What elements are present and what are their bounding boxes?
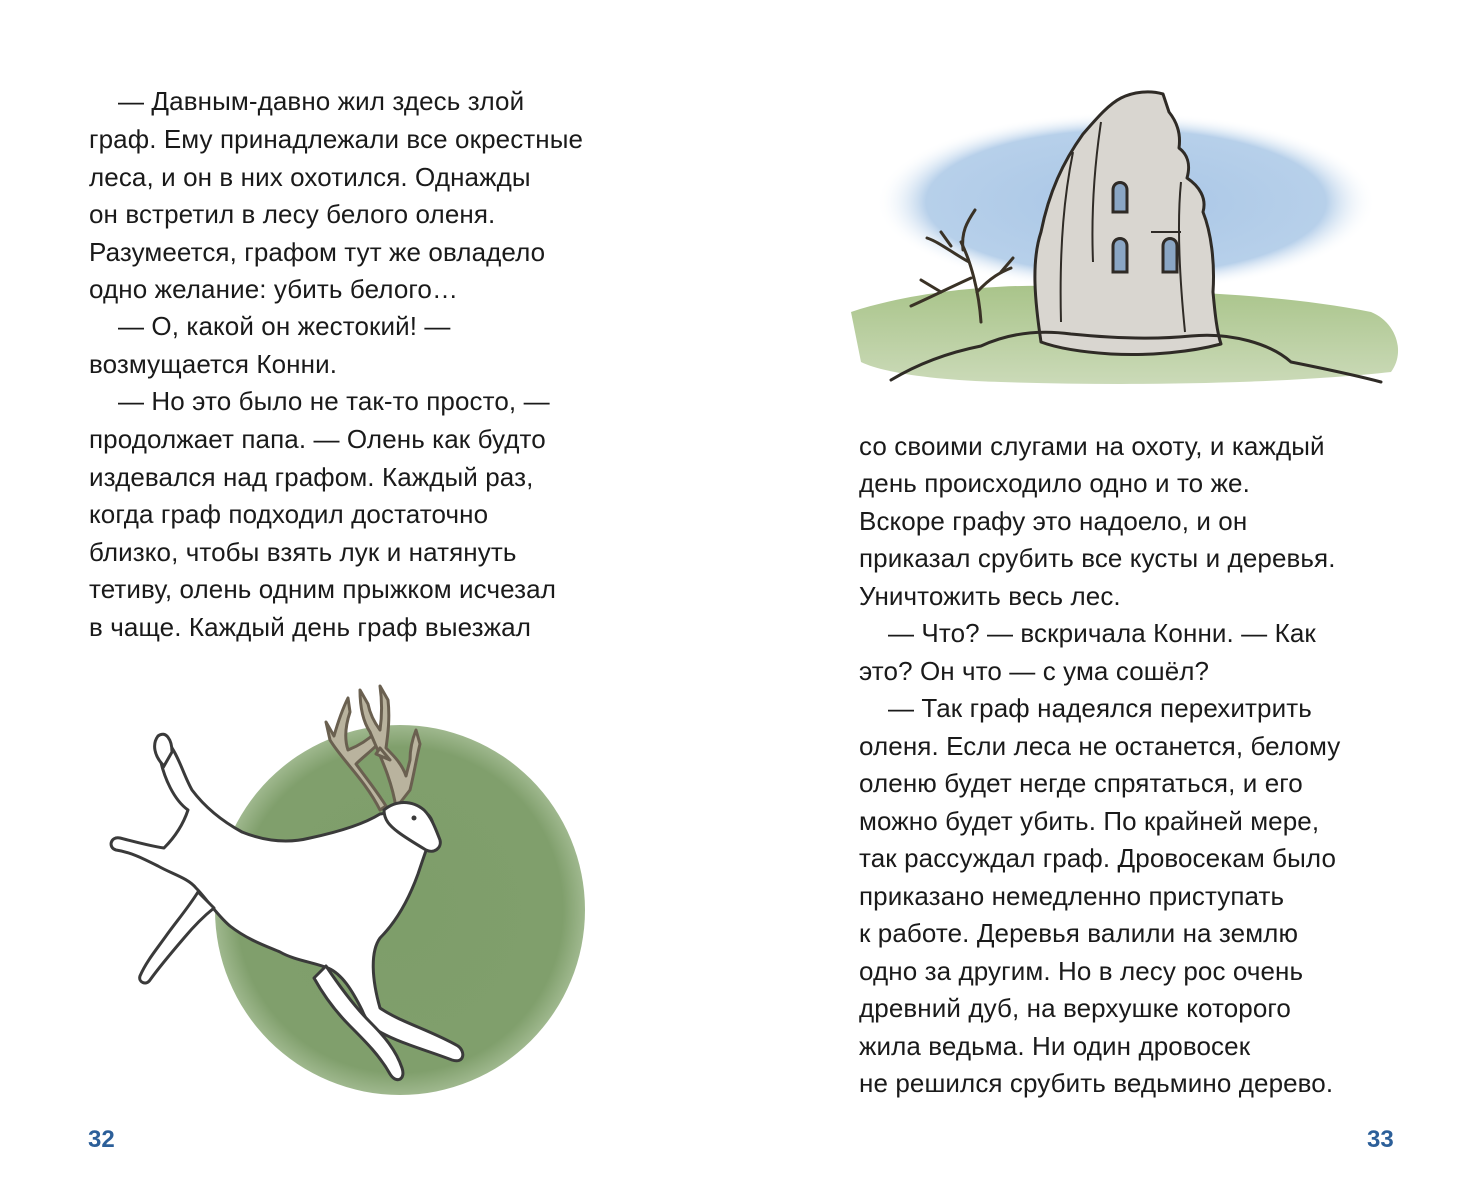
- text-line: одно желание: убить белого…: [89, 274, 459, 304]
- text-line: продолжает папа. — Олень как будто: [89, 424, 546, 454]
- text-line: приказано немедленно приступать: [859, 881, 1285, 911]
- text-line: не решился срубить ведьмино дерево.: [859, 1068, 1334, 1098]
- text-line: он встретил в лесу белого оленя.: [89, 199, 496, 229]
- text-line: к работе. Деревья валили на землю: [859, 918, 1299, 948]
- text-line: Уничтожить весь лес.: [859, 581, 1121, 611]
- text-line: со своими слугами на охоту, и каждый: [859, 431, 1325, 461]
- text-line: приказал срубить все кусты и деревья.: [859, 543, 1336, 573]
- text-line: — Давным-давно жил здесь злой: [118, 86, 525, 116]
- text-line: древний дуб, на верхушке которого: [859, 993, 1291, 1023]
- text-line: оленю будет негде спрятаться, и его: [859, 768, 1303, 798]
- text-line: близко, чтобы взять лук и натянуть: [89, 537, 517, 567]
- text-line: — О, какой он жестокий! —: [118, 311, 451, 341]
- text-line: жила ведьма. Ни один дровосек: [859, 1031, 1251, 1061]
- text-line: одно за другим. Но в лесу рос очень: [859, 956, 1304, 986]
- deer-hind-leg: [140, 892, 214, 983]
- castle-ruin-illustration: [851, 82, 1411, 392]
- text-line: издевался над графом. Каждый раз,: [89, 462, 534, 492]
- text-line: это? Он что — с ума сошёл?: [859, 656, 1210, 686]
- page-number: 33: [1367, 1126, 1394, 1153]
- text-line: Разумеется, графом тут же овладело: [89, 237, 546, 267]
- right-page: [741, 0, 1482, 1181]
- text-line: возмущается Конни.: [89, 349, 338, 379]
- text-line: — Так граф надеялся перехитрить: [888, 693, 1312, 723]
- text-line: — Но это было не так-то просто, —: [118, 386, 550, 416]
- text-line: Вскоре графу это надоело, и он: [859, 506, 1248, 536]
- text-line: граф. Ему принадлежали все окрестные: [89, 124, 584, 154]
- text-line: так рассуждал граф. Дровосекам было: [859, 843, 1337, 873]
- text-line: — Что? — вскричала Конни. — Как: [888, 618, 1316, 648]
- white-deer-illustration: [80, 660, 620, 1100]
- text-line: тетиву, олень одним прыжком исчезал: [89, 574, 556, 604]
- text-line: день происходило одно и то же.: [859, 468, 1250, 498]
- text-line: оленя. Если леса не останется, белому: [859, 731, 1341, 761]
- text-line: леса, и он в них охотился. Однажды: [89, 162, 531, 192]
- text-line: можно будет убить. По крайней мере,: [859, 806, 1320, 836]
- text-line: в чаще. Каждый день граф выезжал: [89, 612, 531, 642]
- page-number: 32: [88, 1126, 115, 1153]
- text-line: когда граф подходил достаточно: [89, 499, 489, 529]
- deer-eye: [412, 816, 417, 821]
